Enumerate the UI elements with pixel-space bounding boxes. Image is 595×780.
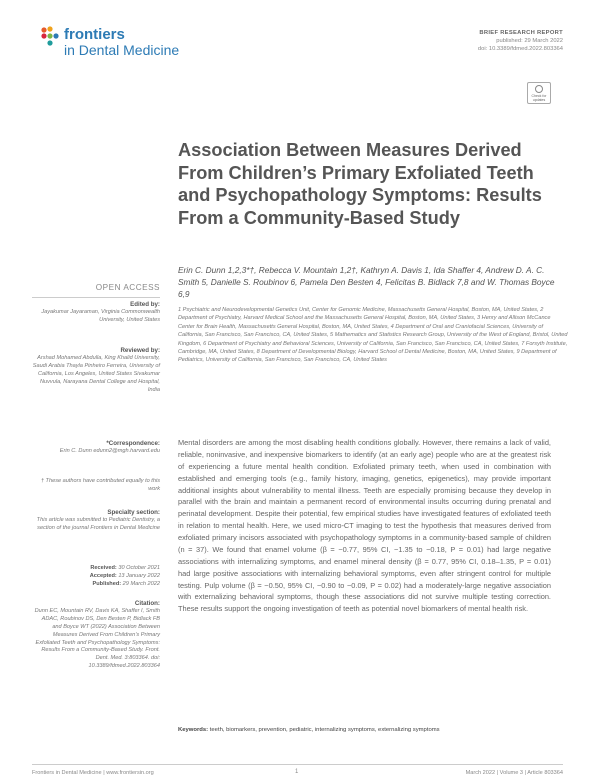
edited-by-label: Edited by:	[130, 301, 160, 308]
accepted-label: Accepted:	[89, 572, 117, 579]
citation-text: Dunn EC, Mountain RV, Davis KA, Shaffer I, Smith ADAC, Roubinov DS, Den Besten P, Bidlack FB and Boyce WT (2022) Association Between Measures Derived From Children’s Primary Exfoliated Teeth and Psychopathology Symptoms: Results From a Community-Based Study. Front. Dent. Med. 3:803364. doi: 10.3389/fdmed.2022.803364	[34, 607, 160, 670]
frontiers-logo-icon	[40, 26, 60, 48]
check-for-updates-badge[interactable]	[527, 82, 551, 104]
keywords	[178, 727, 558, 733]
published-label: Published:	[92, 580, 122, 587]
correspondence-contact[interactable]: Erin C. Dunn edunn2@mgh.harvard.edu	[59, 447, 160, 454]
accepted-row	[32, 573, 160, 581]
article-info	[478, 29, 563, 53]
journal-name-line2: in Dental Medicine	[64, 42, 180, 58]
journal-name-line1: frontiers	[64, 26, 125, 43]
citation-label: Citation:	[134, 600, 160, 607]
edited-by-section	[32, 301, 160, 325]
published-row	[32, 581, 160, 589]
footer-volume-info: March 2022 | Volume 3 | Article 803364	[465, 770, 563, 776]
author-list: Erin C. Dunn 1,2,3*†, Rebecca V. Mountain 1,2†, Kathryn A. Davis 1, Ida Shaffer 4, Andrew D. A. C. Smith 5, Danielle S. Roubinov 6, Pamela Den Besten 4, Felicitas B. Bidlack 7,8 and W. Thomas Boyce 6,9	[178, 265, 555, 299]
sidebar-divider	[32, 297, 160, 298]
reviewed-by-section	[32, 347, 160, 394]
received-label: Received:	[90, 565, 117, 571]
specialty-section	[32, 509, 160, 533]
keywords-label: Keywords:	[178, 727, 209, 733]
keywords-text: teeth, biomarkers, prevention, pediatric, internalizing symptoms, externalizing symptoms	[209, 727, 440, 733]
accepted-date: 13 January 2022	[118, 572, 160, 579]
reviewed-by-label: Reviewed by:	[120, 347, 160, 354]
badge-label: Check for updates	[531, 94, 547, 102]
published-date-sidebar: 29 March 2022	[122, 580, 160, 587]
received-row	[32, 565, 160, 573]
abstract: Mental disorders are among the most disabling health conditions globally. However, there remains a lack of valid, reliable, noninvasive, and inexpensive biomarkers to identify (at an early age) people who are at the greatest risk of experiencing a future mental health condition. Exfoliated primary teeth, when used in combination with established and emerging tools (e.g., family history, imaging, genetics, epigenetics), may provide important additional insights about vulnerability to mental illness. Teeth are especially promising because they develop in parallel with the brain and maintain a permanent record of environmental insults occurring during prenatal and perinatal development. Despite their potential, few empirical studies have investigated features of exfoliated teeth in relation to mental health. Here, we used micro-CT imaging to test the hypothesis that measures derived from exfoliated primary incisors associated with psychopathology symptoms in a community-based sample of children (n = 37). We found that enamel volume (β = −0.77, 95% CI, −1.35 to −0.18, P = 0.01) had large negative associations with internalizing symptoms, and enamel mineral density (β = 0.77, 95% CI, 0.18–1.35, P = 0.01) had large positive associations with internalizing behavioral symptoms, even after stringent control for multiple testing. Pulp volume (β = −0.50, 95% CI, −0.90 to −0.09, P = 0.02) had a moderately-large negative association with externalizing behavioral symptoms, though these associations did not survive multiple testing correction. These results support the ongoing investigation of teeth as potential novel biomarkers of mental health risk.	[178, 438, 551, 614]
editor-name: Jayakumar Jayaraman, Virginia Commonwealth University, United States	[41, 308, 160, 323]
dates-section	[32, 565, 160, 589]
correspondence-label: *Correspondence:	[106, 440, 160, 447]
footer-divider	[32, 764, 563, 765]
article-doi[interactable]: doi: 10.3389/fdmed.2022.803364	[477, 46, 563, 52]
update-icon	[535, 85, 543, 93]
reviewer-names: Arshad Mohamed Abdulla, King Khalid University, Saudi Arabia Thayla Pinheiro Ferreira, University of California, Los Angeles, United States Sivakumar Nuvvula, Narayana Dental College and Hospital, India	[32, 354, 160, 393]
published-date: published: 29 March 2022	[496, 38, 563, 44]
citation-section	[32, 600, 160, 671]
correspondence-section	[32, 440, 160, 456]
page-number: 1	[295, 769, 299, 775]
affiliations: 1 Psychiatric and Neurodevelopmental Genetics Unit, Center for Genomic Medicine, Massachusetts General Hospital, Boston, MA, United States, 2 Department of Psychiatry, Harvard Medical School and the Massachusetts General Hospital, Boston, MA, United States, 3 Henry and Allison McCance Center for Brain Health, Massachusetts General Hospital, Boston, MA, United States, 4 Department of Oral and Craniofacial Sciences, University of California, San Francisco, San Francisco, CA, United States, 5 Mathematics and Statistics Research Group, University of the West of England, Bristol, United Kingdom, 6 Department of Psychiatry and Behavioral Sciences, University of California, San Francisco, San Francisco, CA, United States, 7 Forsyth Institute, Cambridge, MA, United States, 8 Department of Developmental Biology, Harvard School of Dental Medicine, Boston, MA, United States, 9 Department of Pediatrics, University of California, San Francisco, San Francisco, CA, United States	[178, 307, 568, 364]
article-type: BRIEF RESEARCH REPORT	[479, 30, 563, 36]
open-access-label: OPEN ACCESS	[95, 283, 160, 292]
article-title: Association Between Measures Derived From Children’s Primary Exfoliated Teeth and Psychopathology Symptoms: Results From a Community-Based Study	[178, 140, 542, 228]
received-date: 30 October 2021	[118, 565, 160, 571]
footer-journal-link[interactable]: Frontiers in Dental Medicine | www.frontiersin.org	[32, 770, 154, 776]
specialty-label: Specialty section:	[107, 509, 160, 516]
equal-contribution-note: † These authors have contributed equally to this work	[40, 478, 160, 492]
specialty-text: This article was submitted to Pediatric Dentistry, a section of the journal Frontiers in Dental Medicine	[36, 516, 160, 531]
